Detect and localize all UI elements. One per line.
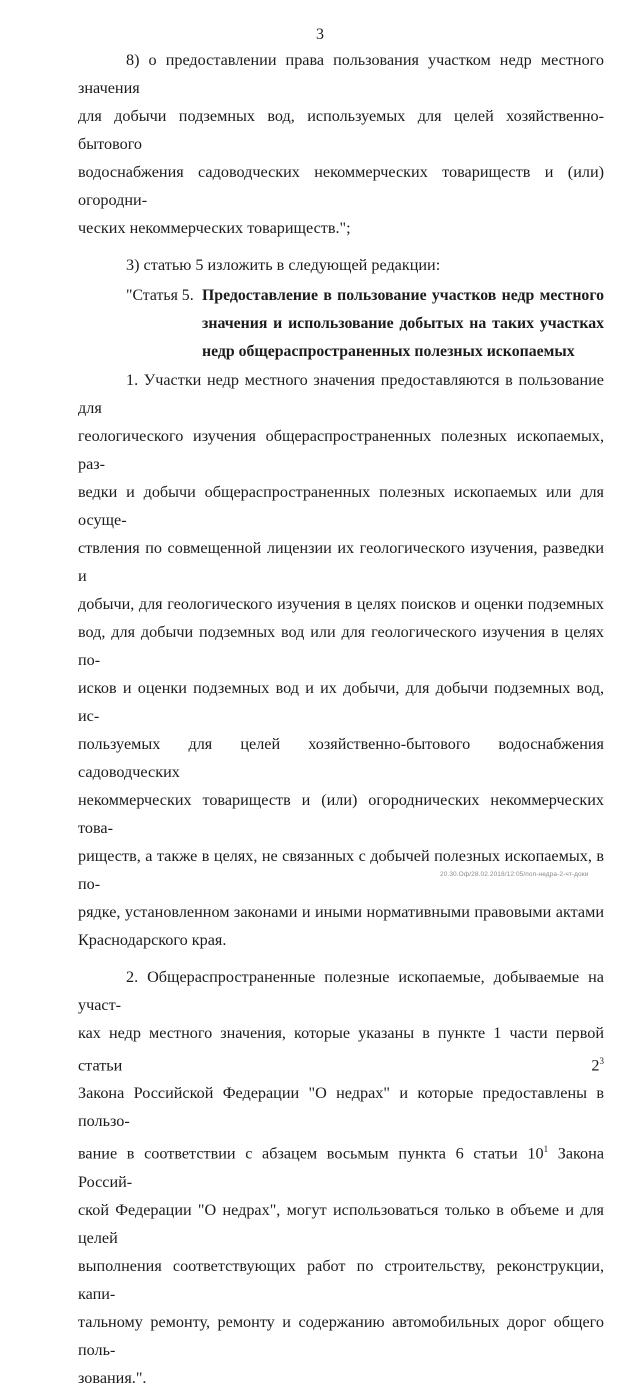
section-1-line: рядке, установленном законами и иными нормативными правовыми актами xyxy=(78,903,604,921)
section-2-text: Закона Россий- xyxy=(78,1144,604,1191)
item-8-line: водоснабжения садоводческих некоммерческих товариществ и (или) огородни- xyxy=(78,163,604,209)
section-1-line: исков и оценки подземных вод и их добычи, для добычи подземных вод, ис- xyxy=(78,679,604,725)
section-1-line: 1. Участки недр местного значения предоставляются в пользование для xyxy=(78,371,604,417)
section-2-line xyxy=(78,1135,604,1195)
superscript: 3 xyxy=(599,1056,604,1066)
article-heading xyxy=(78,282,604,366)
document-body xyxy=(78,46,604,1392)
section-1-line: геологического изучения общераспространенных полезных ископаемых, раз- xyxy=(78,427,604,473)
section-2-line: 2. Общераспространенные полезные ископаемые, добываемые на участ- xyxy=(78,968,604,1014)
article-number: "Статья 5. xyxy=(126,287,194,304)
item-8-line: ческих некоммерческих товариществ."; xyxy=(78,219,351,237)
section-2-text: вание в соответствии с абзацем восьмым пункта 6 статьи 10 xyxy=(78,1144,544,1163)
article-title-line: недр общераспространенных полезных ископаемых xyxy=(202,343,575,360)
section-2-line: тальному ремонту, ремонту и содержанию автомобильных дорог общего поль- xyxy=(78,1312,604,1359)
article-section-1 xyxy=(78,366,604,954)
section-1-line: ведки и добычи общераспространенных полезных ископаемых или для осуще- xyxy=(78,483,604,529)
section-2-line: ской Федерации "О недрах", могут использоваться только в объеме и для целей xyxy=(78,1200,604,1247)
section-1-line: вод, для добычи подземных вод или для геологического изучения в целях по- xyxy=(78,623,604,669)
section-1-line: риществ, а также в целях, не связанных с добычей полезных ископаемых, в по- xyxy=(78,847,604,893)
article-title-line: Предоставление в пользование участков недр местного xyxy=(202,287,604,304)
item-8-line: 8) о предоставлении права пользования участком недр местного значения xyxy=(78,51,604,97)
section-2-text: ках недр местного значения, которые указаны в пункте 1 части первой статьи 2 xyxy=(78,1024,604,1075)
footer-file-stamp: 20.30.Oф/28.02.2018/12:05/поп-недра-2-чт-доки xyxy=(440,871,589,878)
section-1-line: ствления по совмещенной лицензии их геологического изучения, разведки и xyxy=(78,539,604,585)
page-number: 3 xyxy=(316,26,324,43)
article-title xyxy=(202,282,604,366)
section-2-line: Закона Российской Федерации "О недрах" и которые предоставлены в пользо- xyxy=(78,1084,604,1131)
item-8-line: для добычи подземных вод, используемых для целей хозяйственно-бытового xyxy=(78,107,604,153)
article-title-line: значения и использование добытых на таких участках xyxy=(202,315,604,332)
article-section-2 xyxy=(78,963,604,1392)
section-1-line: добычи, для геологического изучения в целях поисков и оценки подземных xyxy=(78,595,604,613)
item-3: 3) статью 5 изложить в следующей редакции: xyxy=(126,256,441,274)
section-2-line: зования.". xyxy=(78,1368,147,1387)
section-2-line xyxy=(78,1019,604,1079)
section-2-line: выполнения соответствующих работ по строительству, реконструкции, капи- xyxy=(78,1256,604,1303)
section-1-line: некоммерческих товариществ и (или) огороднических некоммерческих това- xyxy=(78,791,604,837)
section-1-line: Краснодарского края. xyxy=(78,931,227,949)
superscript: 1 xyxy=(543,1144,549,1155)
section-1-line: пользуемых для целей хозяйственно-бытового водоснабжения садоводческих xyxy=(78,735,604,781)
